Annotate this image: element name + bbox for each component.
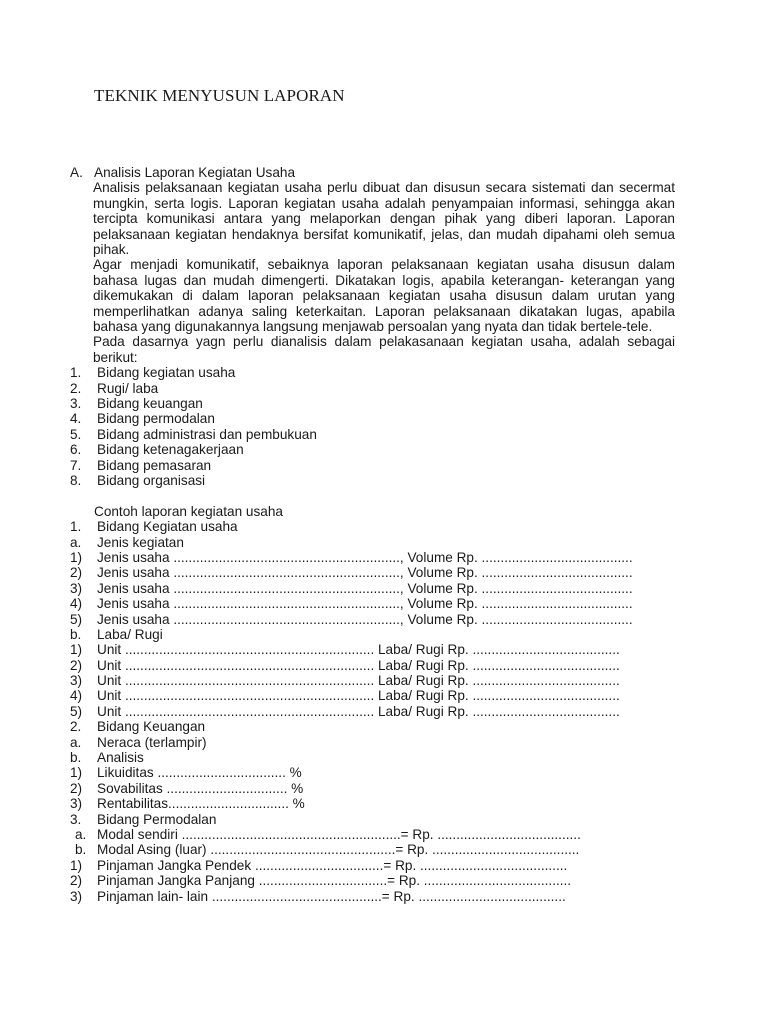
form-line-text: Laba/ Rugi <box>97 626 163 642</box>
form-line-text: Bidang Keuangan <box>97 719 206 735</box>
form-line <box>0 581 768 596</box>
form-line <box>0 535 768 550</box>
form-line <box>0 642 768 657</box>
list-item <box>0 365 768 380</box>
page-title: TEKNIK MENYUSUN LAPORAN <box>94 86 345 105</box>
form-line <box>0 719 768 734</box>
form-line-text: Unit .................................................................. Laba/ Rugi Rp. ....................................... <box>97 673 620 689</box>
list-marker: 2. <box>70 380 82 396</box>
list-item <box>0 411 768 426</box>
list-marker: 4. <box>70 411 82 427</box>
list-item-label: Bidang administrasi dan pembukuan <box>97 426 317 442</box>
form-line <box>0 796 768 811</box>
form-line-text: Modal Asing (luar) .................................................= Rp. ....................................... <box>97 842 580 858</box>
form-line-text: Jenis usaha ............................................................, Volume Rp. ........................................ <box>97 596 633 612</box>
list-marker: 1. <box>70 365 82 381</box>
form-line-text: Pinjaman Jangka Pendek ..................................= Rp. ....................................... <box>97 857 568 873</box>
paragraph-1 <box>93 180 675 257</box>
form-marker: a. <box>70 534 82 550</box>
spacer <box>0 488 768 503</box>
form-marker: 1) <box>70 549 83 565</box>
form-marker: 1) <box>70 642 83 658</box>
form-line <box>0 873 768 888</box>
form-line-text: Modal sendiri ..........................................................= Rp. ...................................... <box>97 826 581 842</box>
form-line-text: Pinjaman lain- lain .............................................= Rp. ....................................... <box>97 888 566 904</box>
form-line <box>0 688 768 703</box>
form-line-text: Neraca (terlampir) <box>97 734 207 750</box>
form-line <box>0 765 768 780</box>
paragraph-2 <box>93 257 675 334</box>
list-item-label: Bidang pemasaran <box>97 457 212 473</box>
form-marker: 4) <box>70 596 83 612</box>
form-line-text: Jenis usaha ............................................................, Volume Rp. ........................................ <box>97 580 633 596</box>
example-heading-text: Contoh laporan kegiatan usaha <box>94 503 283 519</box>
form-marker: 2) <box>70 565 83 581</box>
list-item <box>0 396 768 411</box>
list-item-label: Bidang ketenagakerjaan <box>97 442 244 458</box>
form-line-text: Unit .................................................................. Laba/ Rugi Rp. ....................................... <box>97 703 620 719</box>
form-line <box>0 565 768 580</box>
form-line <box>0 858 768 873</box>
form-marker: a. <box>70 734 82 750</box>
list-item <box>0 427 768 442</box>
form-marker: 4) <box>70 688 83 704</box>
form-line <box>0 519 768 534</box>
document-body <box>0 165 768 904</box>
form-line <box>0 596 768 611</box>
list-marker: 8. <box>70 473 82 488</box>
analysis-list <box>0 365 768 488</box>
list-item-label: Rugi/ laba <box>97 380 159 396</box>
form-marker: 1. <box>70 519 82 535</box>
list-item-label: Bidang permodalan <box>97 411 215 427</box>
form-line <box>0 750 768 765</box>
form-line-text: Jenis usaha ............................................................, Volume Rp. ........................................ <box>97 549 633 565</box>
form-line-text: Rentabilitas................................ % <box>97 796 305 812</box>
form-line-text: Pinjaman Jangka Panjang ..................................= Rp. ....................................... <box>97 873 572 889</box>
form-marker: 3. <box>70 811 82 827</box>
form-line-text: Jenis usaha ............................................................, Volume Rp. ........................................ <box>97 565 633 581</box>
form-line <box>0 704 768 719</box>
form-marker: 3) <box>70 796 83 812</box>
form-line-text: Unit .................................................................. Laba/ Rugi Rp. ....................................... <box>97 657 620 673</box>
form-line-text: Analisis <box>97 750 144 766</box>
form-line <box>0 550 768 565</box>
form-marker: b. <box>75 842 87 858</box>
form-line <box>0 658 768 673</box>
section-marker: A. <box>70 165 83 180</box>
form-line <box>0 827 768 842</box>
form-line <box>0 781 768 796</box>
list-item <box>0 473 768 488</box>
list-marker: 5. <box>70 426 82 442</box>
form-line <box>0 889 768 904</box>
form-marker: 2. <box>70 719 82 735</box>
form-marker: 5) <box>70 611 83 627</box>
form-marker: 5) <box>70 703 83 719</box>
form-line-text: Unit .................................................................. Laba/ Rugi Rp. ....................................... <box>97 642 620 658</box>
form-line <box>0 627 768 642</box>
example-heading <box>0 504 768 519</box>
form-line <box>0 735 768 750</box>
form-line-text: Jenis kegiatan <box>97 534 184 550</box>
form-marker: 2) <box>70 873 83 889</box>
list-item <box>0 442 768 457</box>
paragraph-3 <box>93 334 675 365</box>
list-item <box>0 381 768 396</box>
list-marker: 3. <box>70 396 82 412</box>
section-heading-text: Analisis Laporan Kegiatan Usaha <box>94 165 296 180</box>
form-line <box>0 612 768 627</box>
form-marker: 3) <box>70 673 83 689</box>
paragraph-text: Agar menjadi komunikatif, sebaiknya laporan pelaksanaan kegiatan usaha disusun dalam bahasa lugas dan mudah dimengerti. Dikatakan logis, apabila keterangan- keterangan yang dikemukakan di dalam laporan pelaksanaan kegiatan usaha disusun dalam urutan yang memperlihatkan adanya saling keterkaitan. Laporan pelaksanaan dikatakan lugas, apabila bahasa yang digunakannya langsung menjawab persoalan yang nyata dan tidak bertele-tele. <box>93 257 675 335</box>
form-marker: 3) <box>70 888 83 904</box>
list-item <box>0 458 768 473</box>
list-item-label: Bidang keuangan <box>97 396 203 412</box>
form-marker: 1) <box>70 857 83 873</box>
list-item-label: Bidang organisasi <box>97 473 206 488</box>
form-marker: b. <box>70 626 82 642</box>
form-line-text: Unit .................................................................. Laba/ Rugi Rp. ....................................... <box>97 688 620 704</box>
form-line <box>0 673 768 688</box>
form-line <box>0 842 768 857</box>
list-marker: 6. <box>70 442 82 458</box>
paragraph-text: Analisis pelaksanaan kegiatan usaha perlu dibuat dan disusun secara sistemati dan secermat mungkin, serta logis. Laporan kegiatan usaha adalah penyampaian informasi, sehingga akan tercipta komunikasi antara yang melaporkan dengan pihak yang diberi laporan. Laporan pelaksanaan kegiatan hendaknya bersifat komunikatif, jelas, dan mudah dipahami oleh semua pihak. <box>93 180 675 258</box>
form-marker: b. <box>70 750 82 766</box>
form-line-text: Jenis usaha ............................................................, Volume Rp. ........................................ <box>97 611 633 627</box>
example-form <box>0 519 768 904</box>
form-marker: 1) <box>70 765 83 781</box>
form-marker: a. <box>75 826 87 842</box>
form-marker: 2) <box>70 780 83 796</box>
form-line-text: Bidang Kegiatan usaha <box>97 519 238 535</box>
form-marker: 2) <box>70 657 83 673</box>
paragraph-text: Pada dasarnya yagn perlu dianalisis dalam pelakasanaan kegiatan usaha, adalah sebagai berikut: <box>93 334 675 365</box>
section-heading <box>0 165 768 180</box>
list-marker: 7. <box>70 457 82 473</box>
form-line-text: Bidang Permodalan <box>97 811 217 827</box>
form-marker: 3) <box>70 580 83 596</box>
list-item-label: Bidang kegiatan usaha <box>97 365 236 381</box>
form-line <box>0 812 768 827</box>
form-line-text: Likuiditas .................................. % <box>97 765 302 781</box>
form-line-text: Sovabilitas ................................ % <box>97 780 304 796</box>
